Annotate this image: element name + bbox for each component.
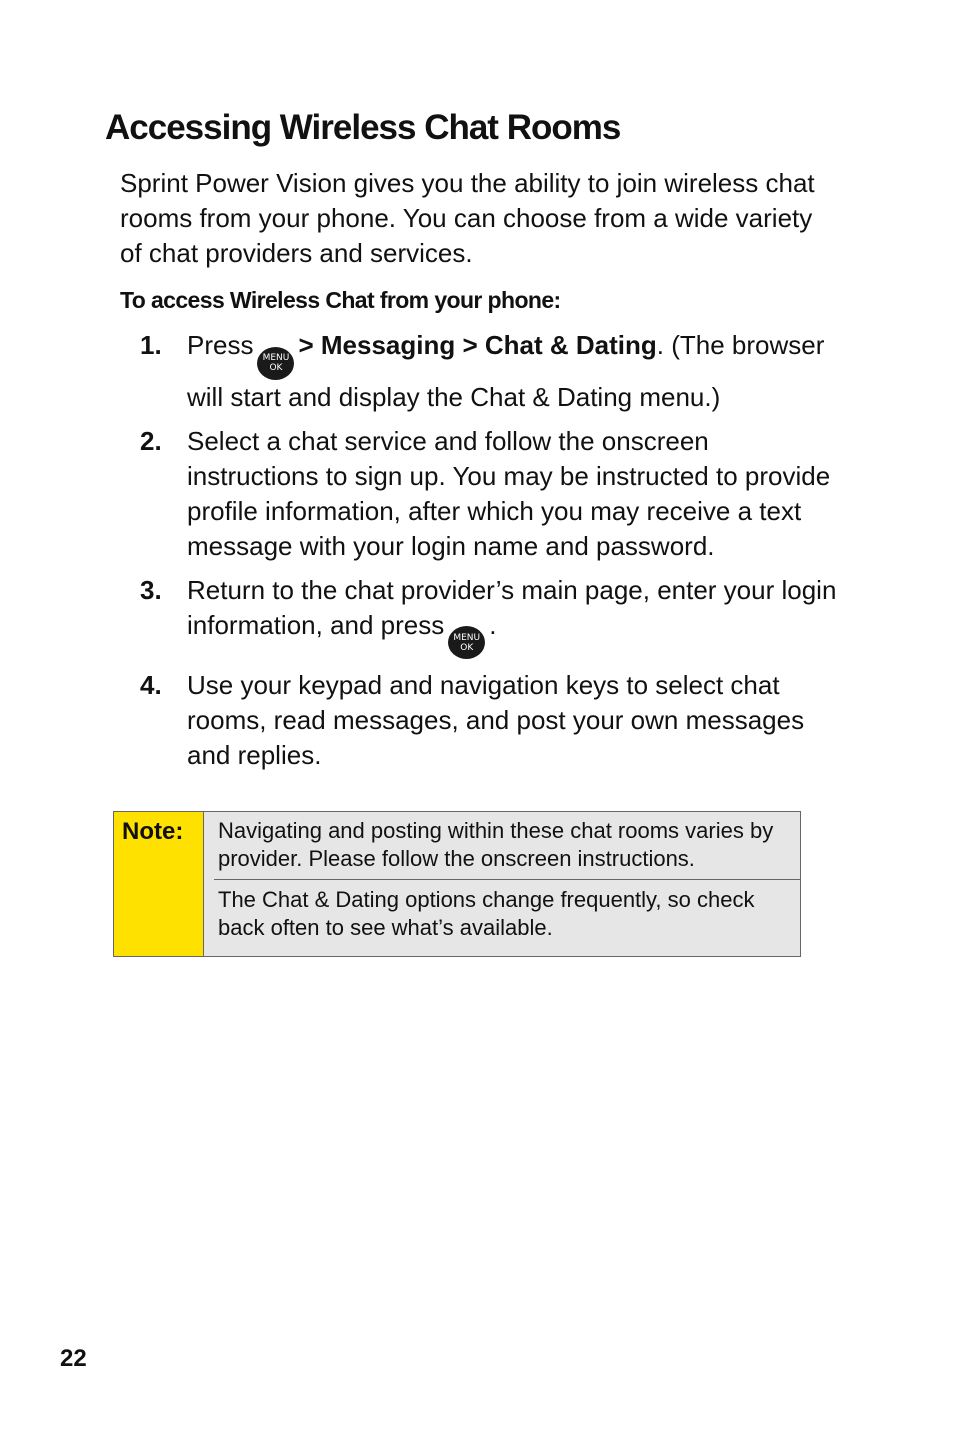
menu-key-top-label: MENU	[262, 353, 290, 363]
note-label: Note:	[114, 812, 204, 956]
page-title: Accessing Wireless Chat Rooms	[105, 108, 621, 147]
procedure-heading: To access Wireless Chat from your phone:	[120, 287, 561, 313]
note-box	[113, 811, 801, 957]
step-number: 4.	[140, 670, 162, 700]
step-text-part: Press	[187, 330, 254, 360]
step-1	[140, 328, 840, 415]
menu-path: > Messaging > Chat & Dating	[298, 330, 657, 360]
step-text-part: .	[489, 609, 497, 640]
step-2	[140, 424, 840, 564]
menu-key-bottom-label: OK	[460, 642, 474, 653]
note-item: Navigating and posting within these chat rooms varies by provider. Please follow the onscreen instructions.	[218, 818, 774, 871]
step-text	[187, 573, 840, 660]
menu-ok-key-icon	[448, 626, 485, 659]
steps-list	[140, 328, 840, 782]
step-number: 3.	[140, 574, 162, 605]
step-4	[140, 668, 840, 773]
step-number: 2.	[140, 425, 162, 456]
step-text: Select a chat service and follow the onscreen instructions to sign up. You may be instructed to provide profile information, after which you may receive a text message with your login name and password.	[187, 425, 831, 561]
menu-ok-key-icon	[257, 347, 294, 380]
step-3	[140, 573, 840, 660]
page-number: 22	[60, 1345, 87, 1372]
step-number: 1.	[140, 330, 162, 360]
step-text: Use your keypad and navigation keys to select chat rooms, read messages, and post your own messages and replies.	[187, 670, 805, 770]
step-text	[187, 328, 840, 415]
step-text-part: Return to the chat provider’s main page, enter your login information, and press	[187, 574, 837, 640]
note-item: The Chat & Dating options change frequently, so check back often to see what’s available.	[214, 879, 800, 948]
step-text-part: . (The browser will start and display the Chat & Dating menu.)	[187, 330, 825, 412]
menu-key-top-label: MENU	[453, 632, 481, 643]
intro-paragraph: Sprint Power Vision gives you the ability to join wireless chat rooms from your phone. You can choose from a wide variety of chat providers and services.	[120, 168, 815, 268]
menu-key-bottom-label: OK	[269, 363, 283, 373]
note-body	[204, 812, 800, 956]
